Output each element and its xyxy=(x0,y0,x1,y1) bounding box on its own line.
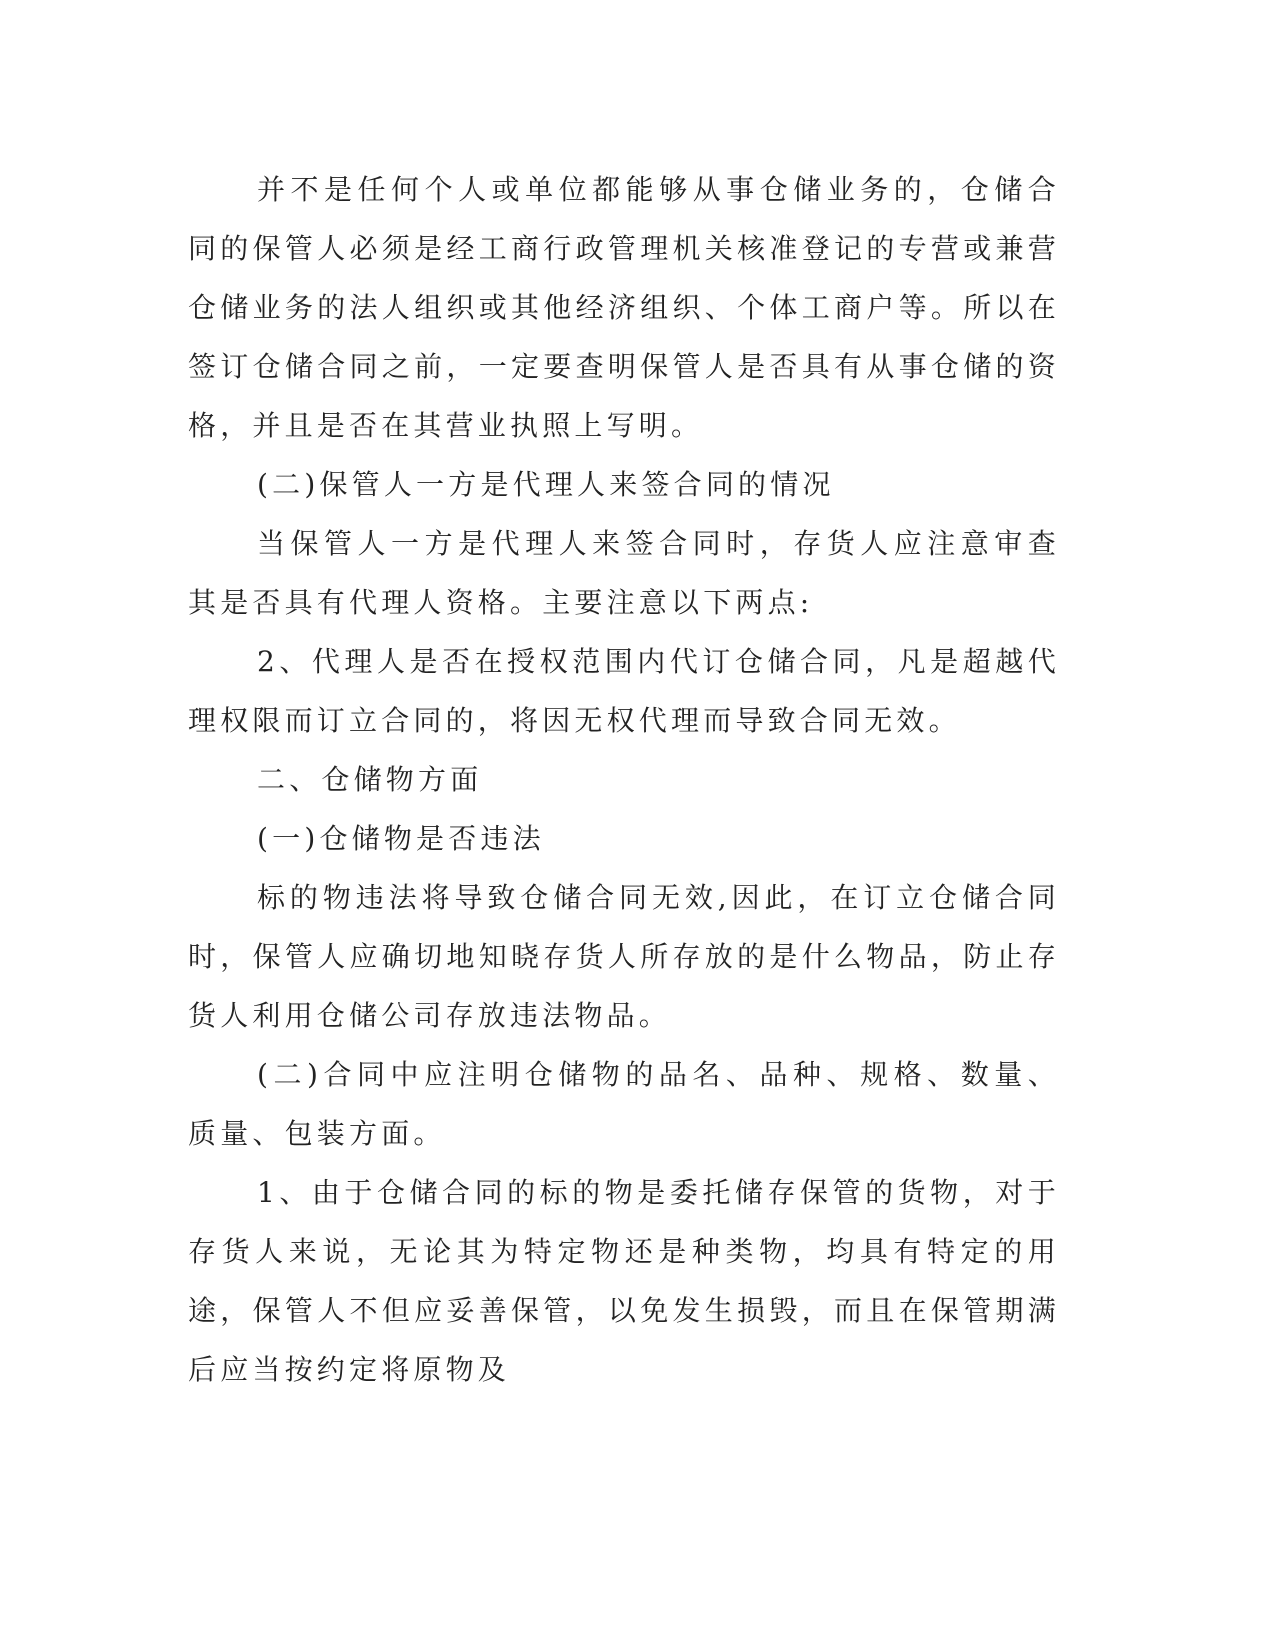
heading-agent-signing: (二)保管人一方是代理人来签合同的情况 xyxy=(257,468,835,501)
paragraph-agent-authority: 2、代理人是否在授权范围内代订仓储合同，凡是超越代理权限而订立合同的，将因无权代理而导致合同无效。 xyxy=(188,645,1060,737)
paragraph-qualification: 并不是任何个人或单位都能够从事仓储业务的，仓储合同的保管人必须是经工商行政管理机关核准登记的专营或兼营仓储业务的法人组织或其他经济组织、个体工商户等。所以在签订仓储合同之前，一定要查明保管人是否具有从事仓储的资格，并且是否在其营业执照上写明。 xyxy=(188,173,1060,442)
paragraph-agent-qualification: 当保管人一方是代理人来签合同时，存货人应注意审查其是否具有代理人资格。主要注意以下两点: xyxy=(188,527,1060,619)
document-body xyxy=(188,160,1060,1399)
paragraph-goods-legality: 标的物违法将导致仓储合同无效,因此，在订立仓储合同时，保管人应确切地知晓存货人所存放的是什么物品，防止存货人利用仓储公司存放违法物品。 xyxy=(188,881,1060,1032)
heading-goods-legality: (一)仓储物是否违法 xyxy=(257,822,545,855)
paragraph-subject-matter: 1、由于仓储合同的标的物是委托储存保管的货物，对于存货人来说，无论其为特定物还是种类物，均具有特定的用途，保管人不但应妥善保管，以免发生损毁，而且在保管期满后应当按约定将原物及 xyxy=(188,1176,1060,1386)
paragraph-goods-specification: (二)合同中应注明仓储物的品名、品种、规格、数量、质量、包装方面。 xyxy=(188,1058,1060,1150)
heading-storage-goods: 二、仓储物方面 xyxy=(257,763,483,796)
